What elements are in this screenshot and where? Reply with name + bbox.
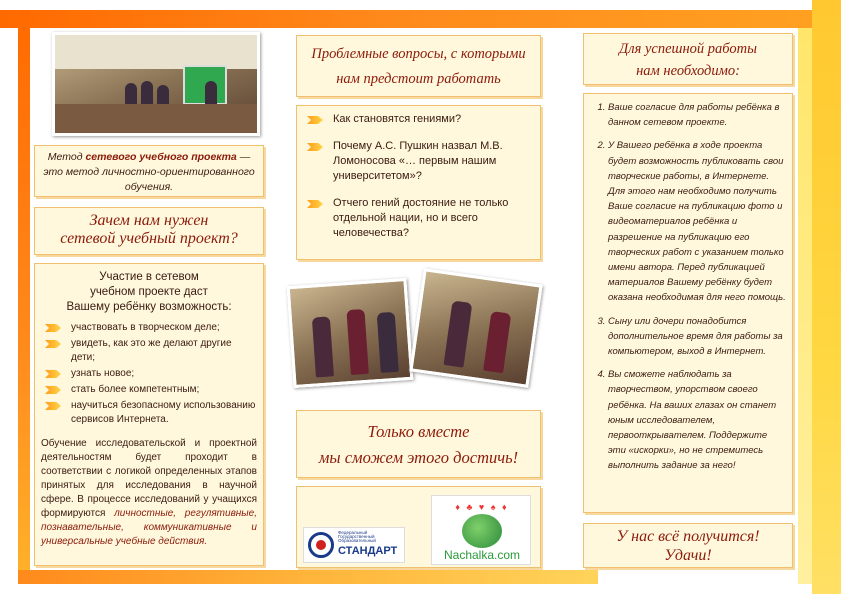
nachalka-logo [431, 495, 531, 565]
together-box [296, 410, 541, 478]
arrow-icon [307, 116, 323, 124]
closing-box [583, 523, 793, 568]
list-item: Как становятся гениями? [303, 112, 534, 127]
arrow-icon [45, 386, 61, 394]
frame-top-band [0, 10, 800, 28]
list-item: узнать новое; [41, 367, 257, 381]
requirements-box [583, 93, 793, 513]
participation-list [41, 321, 257, 427]
arrow-icon [307, 143, 323, 151]
standart-emblem-icon [308, 532, 334, 558]
standart-big-text: СТАНДАРТ [338, 545, 398, 557]
list-item: увидеть, как это же делают другие дети; [41, 337, 257, 365]
participation-heading [41, 270, 257, 315]
list-item: 2. У Вашего ребёнка в ходе проекта будет возможность публиковать свои творческие работы, в Интернете. Для этого нам необходимо получить Ваше согласие на публикацию фото и видеоматериалов ребёнка и разрешение на публикацию его творческих работ с указанием только имени автора. Перед публикацией материалов Вашему ребёнку будет оказана необходимая для него помощь. [608, 138, 786, 305]
problem-title-line1: Проблемные вопросы, с которыми [311, 46, 526, 62]
questions-box [296, 105, 541, 260]
together-line1: Только вместе [367, 422, 470, 441]
list-item: 3. Сыну или дочери понадобится дополнительное время для работы за компьютером, выход в Интернет. [608, 314, 786, 360]
standart-small-text: Федеральный Государственный Образовательный [338, 530, 376, 543]
why-title-line2: сетевой учебный проект? [60, 230, 238, 247]
participation-paragraph: Обучение исследовательской и проектной деятельностям будет проходит в соответствии с логикой определенных этапов принятых для исследования в научной сфере. В процессе исследований у учащихся формируются личностные, регулятивные, познавательные, коммуникативные и универсальные учебные действия. [41, 438, 257, 547]
questions-list [303, 112, 534, 241]
closing-line1: У нас всё получится! [616, 528, 760, 545]
list-item: участвовать в творческом деле; [41, 321, 257, 335]
why-title-line1: Зачем нам нужен [89, 212, 209, 229]
success-title-box [583, 33, 793, 85]
method-pre: Метод [47, 151, 86, 163]
frame-bottom-band [18, 570, 598, 584]
students-photo-right [409, 268, 542, 388]
success-title-line1: Для успешной работы [619, 41, 757, 57]
participation-heading-line1: Участие в сетевом [99, 271, 199, 283]
list-item: научиться безопасному использованию сервисов Интернета. [41, 399, 257, 427]
arrow-icon [307, 200, 323, 208]
classroom-photo [52, 32, 260, 136]
closing-line2: Удачи! [664, 547, 712, 564]
list-item: 1. Ваше согласие для работы ребёнка в данном сетевом проекте. [608, 100, 786, 130]
arrow-icon [45, 402, 61, 410]
logos-box [296, 486, 541, 568]
participation-paragraph-italic: личностные, регулятивные, познавательные, коммуникативные и универсальные учебные действия. [41, 508, 257, 547]
participation-heading-line2: учебном проекте даст [90, 286, 208, 298]
list-item: 4. Вы сможете наблюдать за творчеством, упорством своего ребёнка. На ваших глазах он станет юным исследователем, первооткрывателем. Поддержите эти «искорки», но не стремитесь выполнить задание за него! [608, 367, 786, 473]
method-bold: сетевого учебного проекта [85, 151, 237, 163]
method-box [34, 145, 264, 197]
problem-title-line2: нам предстоит работать [336, 71, 501, 87]
success-title-line2: нам необходимо: [636, 63, 740, 79]
frame-right-band [812, 0, 841, 594]
standart-logo [303, 527, 405, 563]
frame-left-band [18, 10, 30, 570]
list-item: стать более компетентным; [41, 383, 257, 397]
children-icon: ♦ ♣ ♥ ♠ ♦ [455, 502, 509, 512]
arrow-icon [45, 324, 61, 332]
nachalka-text: Nachalka.com [443, 548, 521, 562]
participation-box [34, 263, 264, 566]
globe-icon [462, 514, 502, 548]
frame-right-inner-band [798, 28, 812, 584]
participation-heading-line3: Вашему ребёнку возможность: [66, 301, 232, 313]
list-item: Отчего гений достояние не только отдельной нации, но и всего человечества? [303, 196, 534, 241]
together-line2: мы сможем этого достичь! [318, 448, 519, 467]
list-item: Почему А.С. Пушкин назвал М.В. Ломоносова «… первым нашим университетом»? [303, 139, 534, 184]
arrow-icon [45, 340, 61, 348]
frame-corner [800, 10, 812, 28]
students-photo-left [287, 278, 414, 388]
requirements-list [586, 100, 786, 474]
method-post: — это метод личностно-ориентированного обучения. [43, 151, 255, 193]
why-title-box [34, 207, 264, 255]
problem-title-box [296, 35, 541, 97]
arrow-icon [45, 370, 61, 378]
